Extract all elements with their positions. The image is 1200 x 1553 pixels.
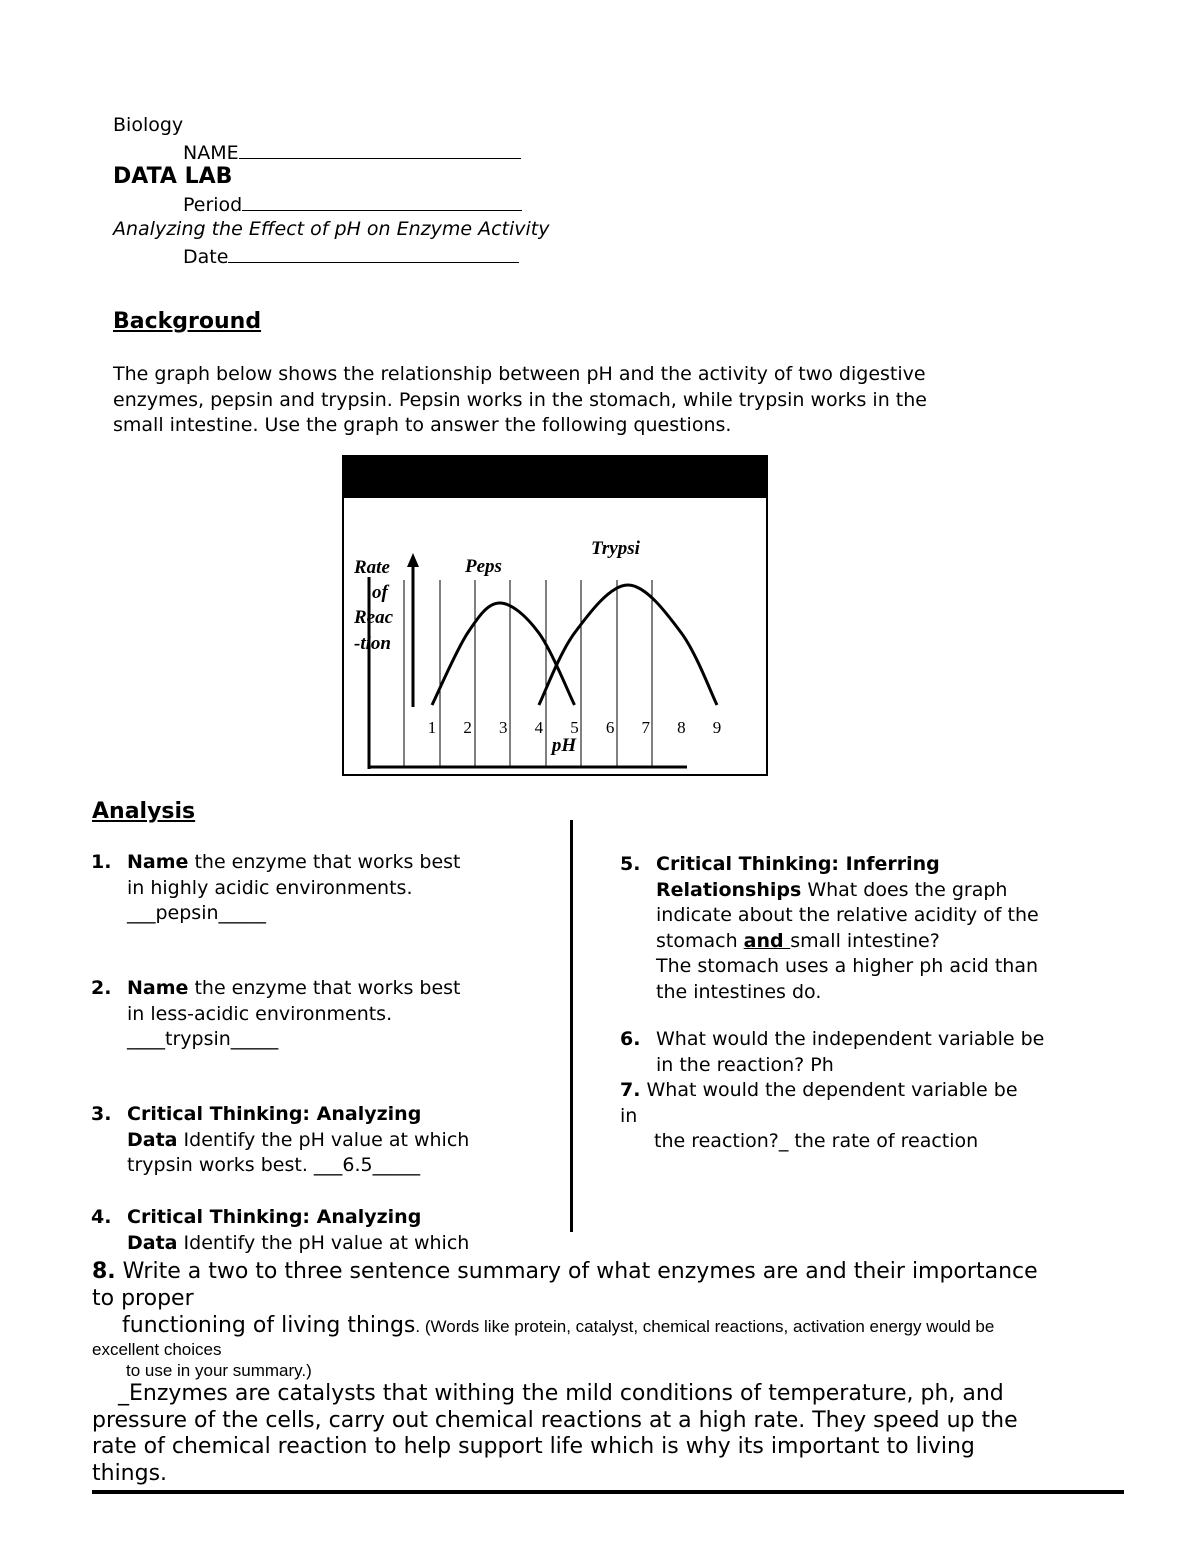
date-blank[interactable] — [228, 243, 519, 263]
q1-keyword: Name — [127, 851, 189, 873]
y-axis-label-line: Rate — [354, 557, 390, 578]
question-number: 1. — [91, 851, 112, 873]
period-label: Period — [183, 194, 243, 216]
date-label: Date — [183, 246, 229, 268]
question-6 — [620, 1027, 1044, 1078]
subject-label: Biology — [113, 114, 184, 136]
column-divider — [570, 820, 573, 1232]
question-number: 8. — [92, 1259, 116, 1284]
q1-answer[interactable]: ___pepsin_____ — [127, 902, 267, 925]
x-tick-label: 1 — [427, 718, 437, 737]
y-axis-label-line: -tion — [354, 633, 391, 654]
name-label: NAME — [183, 142, 239, 164]
summary-answer-line: _Enzymes are catalysts that withing the mild conditions of temperature, ph, and — [118, 1381, 1004, 1406]
question-1 — [91, 850, 461, 927]
x-tick-label: 6 — [605, 718, 615, 737]
background-paragraph — [113, 362, 1073, 439]
summary-question — [92, 1258, 1132, 1382]
summary-text-line3: functioning of living things — [122, 1313, 416, 1338]
x-tick-label: 4 — [534, 718, 544, 737]
series-label: Peps — [465, 556, 502, 577]
question-4 — [91, 1205, 469, 1256]
lab-subtitle: Analyzing the Effect of pH on Enzyme Activity — [113, 218, 550, 240]
question-2 — [91, 976, 461, 1053]
lab-title: DATA LAB — [113, 164, 233, 189]
bottom-rule — [92, 1490, 1124, 1494]
x-tick-label: 2 — [463, 718, 472, 737]
background-heading: Background — [113, 309, 262, 334]
summary-note-line2: excellent choices — [92, 1340, 222, 1359]
period-field-row — [183, 191, 522, 219]
question-number: 4. — [91, 1206, 112, 1228]
x-tick-label: 7 — [641, 718, 650, 737]
y-axis-label-line: of — [372, 582, 388, 603]
q1-text: the enzyme that works best — [188, 851, 461, 873]
period-blank[interactable] — [242, 191, 522, 211]
summary-answer-line: rate of chemical reaction to help support life which is why its important to living — [92, 1434, 975, 1459]
q2-answer[interactable]: ____trypsin_____ — [127, 1028, 279, 1051]
q5-answer-line2[interactable]: the intestines do. — [656, 980, 822, 1003]
q5-text-b: and — [743, 929, 791, 952]
question-number: 7. — [620, 1079, 641, 1101]
x-tick-label: 5 — [570, 718, 579, 737]
enzyme-activity-chart — [342, 455, 768, 777]
question-number: 3. — [91, 1103, 112, 1125]
question-number: 5. — [620, 853, 641, 875]
name-field-row — [183, 139, 521, 167]
q1-text-line2: in highly acidic environments. — [127, 876, 413, 899]
x-axis-label: pH — [551, 735, 577, 756]
q2-keyword: Name — [127, 977, 189, 999]
summary-note-line3: to use in your summary.) — [126, 1361, 312, 1380]
q7-text-line2: in — [620, 1104, 638, 1127]
q4-text: Identify the pH value at which — [177, 1231, 470, 1254]
x-tick-label: 9 — [712, 718, 722, 737]
q2-text-line2: in less-acidic environments. — [127, 1002, 393, 1025]
question-5 — [620, 852, 1039, 1006]
background-line: enzymes, pepsin and trypsin. Pepsin works in the stomach, while trypsin works in the — [113, 388, 927, 411]
q5-text-c: small intestine? — [790, 929, 940, 952]
question-number: 6. — [620, 1028, 641, 1050]
summary-answer[interactable] — [92, 1381, 1132, 1487]
q5-text-a: stomach — [656, 929, 744, 952]
q6-answer[interactable]: in the reaction? Ph — [656, 1053, 834, 1076]
q3-heading: Critical Thinking: Analyzing — [127, 1103, 422, 1125]
summary-answer-line: things. — [92, 1460, 168, 1486]
q5-answer-line1[interactable]: The stomach uses a higher ph acid than — [656, 955, 1039, 978]
q5-text: What does the graph — [801, 878, 1008, 901]
background-line: The graph below shows the relationship between pH and the activity of two digestive — [113, 363, 926, 385]
series-label: Trypsi — [591, 538, 640, 559]
chart-frame — [343, 456, 767, 775]
x-tick-label: 8 — [677, 718, 686, 737]
q5-text-line3: indicate about the relative acidity of the — [656, 904, 1039, 927]
x-tick-label: 3 — [499, 718, 508, 737]
question-7 — [620, 1078, 1018, 1155]
analysis-heading: Analysis — [92, 799, 196, 824]
summary-answer-line: pressure of the cells, carry out chemical reactions at a high rate. They speed up the — [92, 1407, 1018, 1433]
q7-text: What would the dependent variable be — [640, 1079, 1018, 1101]
y-axis-label-line: Reac — [354, 607, 394, 628]
name-blank[interactable] — [239, 139, 521, 159]
q3-text: Identify the pH value at which — [177, 1128, 470, 1151]
summary-note: . (Words like protein, catalyst, chemical reactions, activation energy would be — [415, 1317, 995, 1336]
q6-text: What would the independent variable be — [656, 1028, 1045, 1050]
q7-answer[interactable]: the reaction?_ the rate of reaction — [654, 1130, 979, 1153]
q4-heading: Critical Thinking: Analyzing — [127, 1206, 422, 1228]
question-number: 2. — [91, 977, 112, 999]
q2-text: the enzyme that works best — [188, 977, 461, 999]
question-3 — [91, 1102, 469, 1179]
q5-heading: Critical Thinking: Inferring — [656, 853, 940, 875]
background-line: small intestine. Use the graph to answer the following questions. — [113, 414, 732, 437]
q3-answer[interactable]: trypsin works best. ___6.5_____ — [127, 1154, 421, 1177]
q3-keyword: Data — [127, 1128, 178, 1151]
chart-title-bar — [343, 456, 767, 498]
summary-text: Write a two to three sentence summary of what enzymes are and their importance — [115, 1259, 1038, 1284]
date-field-row — [183, 243, 519, 271]
q5-keyword: Relationships — [656, 878, 802, 901]
summary-text-line2: to proper — [92, 1286, 194, 1311]
q4-keyword: Data — [127, 1231, 178, 1254]
